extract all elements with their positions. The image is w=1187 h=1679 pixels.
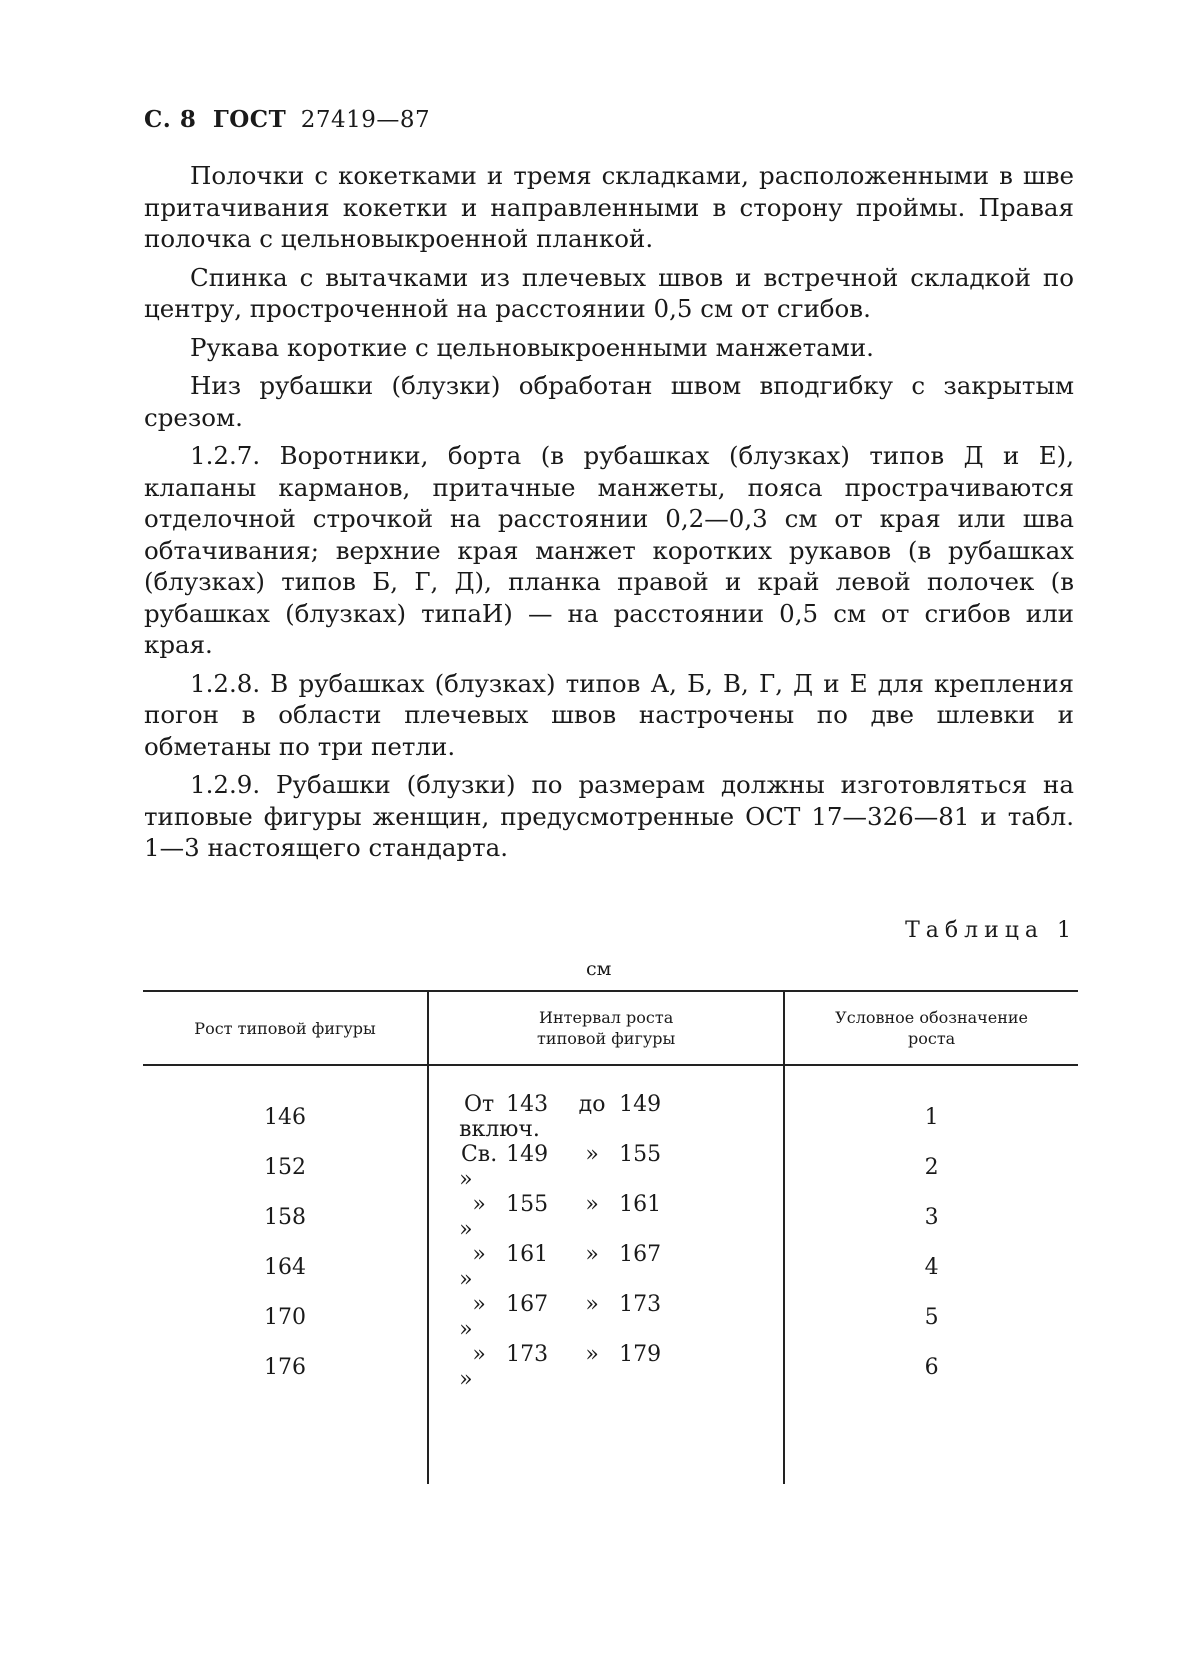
cell-from: 167 bbox=[506, 1292, 549, 1317]
cell-from: 149 bbox=[506, 1142, 549, 1167]
body-text bbox=[144, 160, 1074, 871]
cell-from: 143 bbox=[506, 1092, 549, 1117]
cell-code: 5 bbox=[784, 1292, 1078, 1342]
cell-suffix: включ. bbox=[459, 1117, 540, 1142]
cell-interval bbox=[428, 1065, 784, 1142]
cell-suffix: » bbox=[459, 1317, 473, 1342]
cell-to: 167 bbox=[619, 1242, 662, 1267]
cell-interval bbox=[428, 1342, 784, 1392]
cell-height: 152 bbox=[264, 1154, 307, 1180]
cell-prefix: » bbox=[472, 1192, 486, 1217]
cell-interval bbox=[428, 1242, 784, 1292]
header-interval-line1: Интервал роста bbox=[539, 1008, 674, 1027]
cell-from: 161 bbox=[506, 1242, 549, 1267]
cell-code: 3 bbox=[784, 1192, 1078, 1242]
cell-suffix: » bbox=[459, 1217, 473, 1242]
cell-prefix: От bbox=[463, 1092, 495, 1117]
cell-height: 170 bbox=[264, 1304, 307, 1330]
header-code-line2: роста bbox=[907, 1029, 956, 1048]
paragraph: Низ рубашки (блузки) обработан швом вподгибку с закрытым срезом. bbox=[144, 371, 1074, 432]
cell-prefix: » bbox=[472, 1242, 486, 1267]
cell-sep: » bbox=[585, 1292, 599, 1317]
cell-interval bbox=[428, 1192, 784, 1242]
paragraph: 1.2.7. Воротники, борта (в рубашках (блузках) типов Д и Е), клапаны карманов, притачные манжеты, пояса прострачиваются отделочной строчкой на расстоянии 0,2—0,3 см от края или шва обтачивания; верхние края манжет коротких рукавов (в рубашках (блузках) типов Б, Г, Д), планка правой и край левой полочек (в рубашках (блузках) типаИ) — на расстоянии 0,5 см от сгибов или края. bbox=[144, 441, 1074, 659]
cell-sep: до bbox=[578, 1092, 606, 1117]
cell-height: 164 bbox=[264, 1254, 307, 1280]
table-row bbox=[143, 1292, 1078, 1342]
cell-to: 161 bbox=[619, 1192, 662, 1217]
cell-suffix: » bbox=[459, 1367, 473, 1392]
table-title: Таблица 1 bbox=[905, 918, 1077, 943]
cell-sep: » bbox=[585, 1192, 599, 1217]
table-header-row bbox=[143, 991, 1078, 1065]
cell-code: 6 bbox=[784, 1342, 1078, 1392]
header-code-line1: Условное обозначение bbox=[835, 1008, 1029, 1027]
paragraph: 1.2.8. В рубашках (блузках) типов А, Б, В, Г, Д и Е для крепления погон в области плечевых швов настрочены по две шлевки и обметаны по три петли. bbox=[144, 668, 1074, 761]
paragraph: Спинка с вытачками из плечевых швов и встречной складкой по центру, простроченной на расстоянии 0,5 см от сгибов. bbox=[144, 262, 1074, 323]
table-row bbox=[143, 1142, 1078, 1192]
cell-to: 155 bbox=[619, 1142, 662, 1167]
cell-prefix: » bbox=[472, 1342, 486, 1367]
cell-sep: » bbox=[585, 1342, 599, 1367]
table-row bbox=[143, 1242, 1078, 1292]
header-interval bbox=[428, 991, 784, 1065]
table-row bbox=[143, 1065, 1078, 1142]
table-row bbox=[143, 1192, 1078, 1242]
standard-label: ГОСТ bbox=[212, 106, 287, 133]
cell-interval bbox=[428, 1292, 784, 1342]
cell-to: 179 bbox=[619, 1342, 662, 1367]
header-interval-line2: типовой фигуры bbox=[537, 1029, 676, 1048]
table-filler-row bbox=[143, 1392, 1078, 1484]
height-table bbox=[143, 990, 1078, 1430]
standard-number: 27419—87 bbox=[300, 107, 431, 133]
cell-from: 155 bbox=[506, 1192, 549, 1217]
cell-height: 146 bbox=[264, 1104, 307, 1130]
cell-from: 173 bbox=[506, 1342, 549, 1367]
cell-height: 158 bbox=[264, 1204, 307, 1230]
table-unit: см bbox=[586, 958, 612, 980]
paragraph: Рукава короткие с цельновыкроенными манжетами. bbox=[190, 332, 874, 362]
cell-to: 149 bbox=[619, 1092, 662, 1117]
cell-code: 4 bbox=[784, 1242, 1078, 1292]
page-number: С. 8 bbox=[144, 106, 197, 133]
paragraph: Полочки с кокетками и тремя складками, расположенными в шве притачивания кокетки и направленными в сторону проймы. Правая полочка с цельновыкроенной планкой. bbox=[144, 161, 1074, 253]
cell-prefix: » bbox=[472, 1292, 486, 1317]
cell-sep: » bbox=[585, 1242, 599, 1267]
data-table bbox=[143, 990, 1078, 1484]
cell-prefix: Св. bbox=[460, 1142, 498, 1167]
table-body bbox=[143, 1065, 1078, 1484]
cell-suffix: » bbox=[459, 1267, 473, 1292]
header-code bbox=[784, 991, 1078, 1065]
table-row bbox=[143, 1342, 1078, 1392]
cell-sep: » bbox=[585, 1142, 599, 1167]
header-height: Рост типовой фигуры bbox=[143, 991, 428, 1065]
cell-suffix: » bbox=[459, 1167, 473, 1192]
cell-code: 2 bbox=[784, 1142, 1078, 1192]
cell-to: 173 bbox=[619, 1292, 662, 1317]
paragraph: 1.2.9. Рубашки (блузки) по размерам должны изготовляться на типовые фигуры женщин, предусмотренные ОСТ 17—326—81 и табл. 1—3 настоящего стандарта. bbox=[144, 770, 1074, 862]
cell-height: 176 bbox=[264, 1354, 307, 1380]
cell-code: 1 bbox=[784, 1065, 1078, 1142]
cell-interval bbox=[428, 1142, 784, 1192]
page-header bbox=[144, 106, 430, 133]
